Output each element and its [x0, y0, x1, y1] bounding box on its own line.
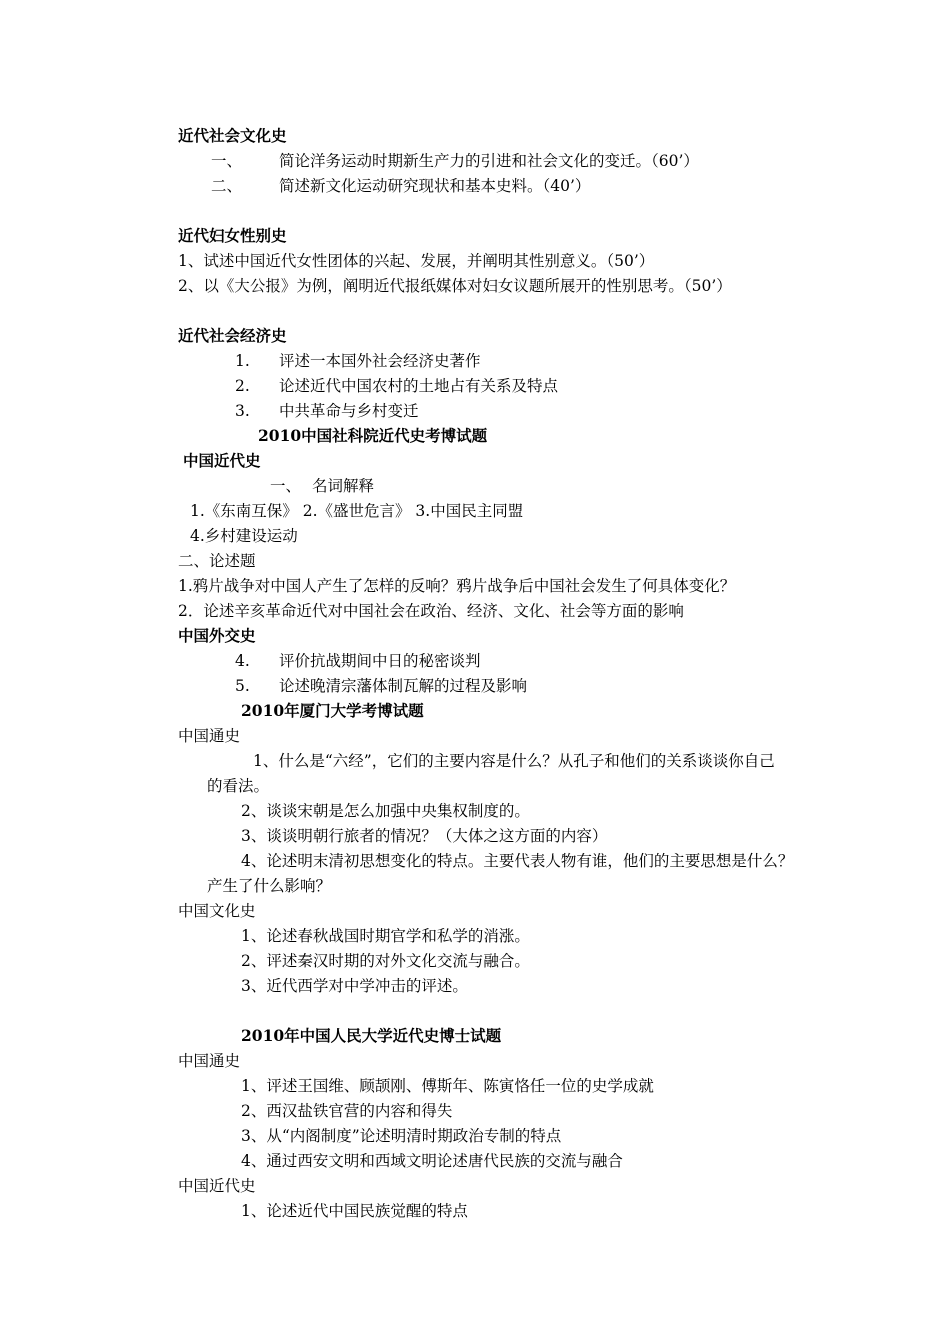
question: 2、西汉盐铁官营的内容和得失 — [241, 1102, 453, 1120]
question: 3、近代西学对中学冲击的评述。 — [241, 977, 468, 995]
question: 1、评述王国维、顾颉刚、傅斯年、陈寅恪任一位的史学成就 — [241, 1077, 654, 1095]
question-continuation: 产生了什么影响？ — [207, 877, 332, 895]
list-item-number: 一、 — [211, 152, 243, 170]
question: 1、论述近代中国民族觉醒的特点 — [241, 1202, 468, 1220]
terms-line: 1.《东南互保》 2.《盛世危言》 3.中国民主同盟 — [190, 502, 524, 520]
subject-heading: 中国通史 — [178, 727, 241, 745]
question: 1、论述春秋战国时期官学和私学的消涨。 — [241, 927, 530, 945]
list-item: 简论洋务运动时期新生产力的引进和社会文化的变迁。（60’） — [279, 152, 699, 170]
list-item: 论述晚清宗藩体制瓦解的过程及影响 — [279, 677, 528, 695]
list-item-number: 2. — [235, 377, 250, 395]
subject-heading: 中国外交史 — [178, 626, 256, 645]
list-item: 中共革命与乡村变迁 — [279, 402, 419, 420]
list-item-number: 5. — [235, 677, 250, 695]
list-item-number: 二、 — [211, 177, 243, 195]
question: 4、通过西安文明和西域文明论述唐代民族的交流与融合 — [241, 1152, 623, 1170]
question-continuation: 的看法。 — [207, 777, 270, 795]
question: 2、谈谈宋朝是怎么加强中央集权制度的。 — [241, 802, 530, 820]
question: 4、论述明末清初思想变化的特点。主要代表人物有谁，他们的主要思想是什么？ — [241, 852, 794, 870]
question: 3、从“内阁制度”论述明清时期政治专制的特点 — [241, 1127, 562, 1145]
subject-heading: 中国近代史 — [183, 451, 261, 470]
list-item: 评价抗战期间中日的秘密谈判 — [279, 652, 481, 670]
list-item: 论述近代中国农村的土地占有关系及特点 — [279, 377, 559, 395]
subject-heading: 中国文化史 — [178, 902, 256, 920]
terms-line: 4.乡村建设运动 — [190, 527, 298, 545]
list-item-number: 4. — [235, 652, 250, 670]
essay-question: 2．论述辛亥革命近代对中国社会在政治、经济、文化、社会等方面的影响 — [178, 602, 684, 620]
list-item: 简述新文化运动研究现状和基本史料。（40’） — [279, 177, 591, 195]
section-heading: 近代社会文化史 — [178, 126, 287, 145]
list-item: 评述一本国外社会经济史著作 — [279, 352, 481, 370]
subject-heading: 中国近代史 — [178, 1177, 256, 1195]
question: 3、谈谈明朝行旅者的情况？（大体之这方面的内容） — [241, 827, 608, 845]
question: 2、评述秦汉时期的对外文化交流与融合。 — [241, 952, 530, 970]
subject-heading: 中国通史 — [178, 1052, 241, 1070]
section-heading: 近代妇女性别史 — [178, 226, 287, 245]
question: 1、什么是“六经”，它们的主要内容是什么？从孔子和他们的关系谈谈你自己 — [253, 752, 775, 770]
list-item: 2、以《大公报》为例，阐明近代报纸媒体对妇女议题所展开的性别思考。（50’） — [178, 277, 732, 295]
part-title: 二、论述题 — [178, 552, 256, 570]
exam-title: 2010年中国人民大学近代史博士试题 — [241, 1026, 502, 1045]
list-item-number: 1. — [235, 352, 250, 370]
section-heading: 近代社会经济史 — [178, 326, 287, 345]
part-number: 一、 — [270, 477, 302, 495]
list-item: 1、试述中国近代女性团体的兴起、发展，并阐明其性别意义。（50’） — [178, 252, 655, 270]
exam-title: 2010中国社科院近代史考博试题 — [258, 426, 488, 445]
list-item-number: 3. — [235, 402, 250, 420]
essay-question: 1.鸦片战争对中国人产生了怎样的反响？鸦片战争后中国社会发生了何具体变化？ — [178, 577, 736, 595]
part-title: 名词解释 — [312, 477, 375, 495]
exam-title: 2010年厦门大学考博试题 — [241, 701, 424, 720]
